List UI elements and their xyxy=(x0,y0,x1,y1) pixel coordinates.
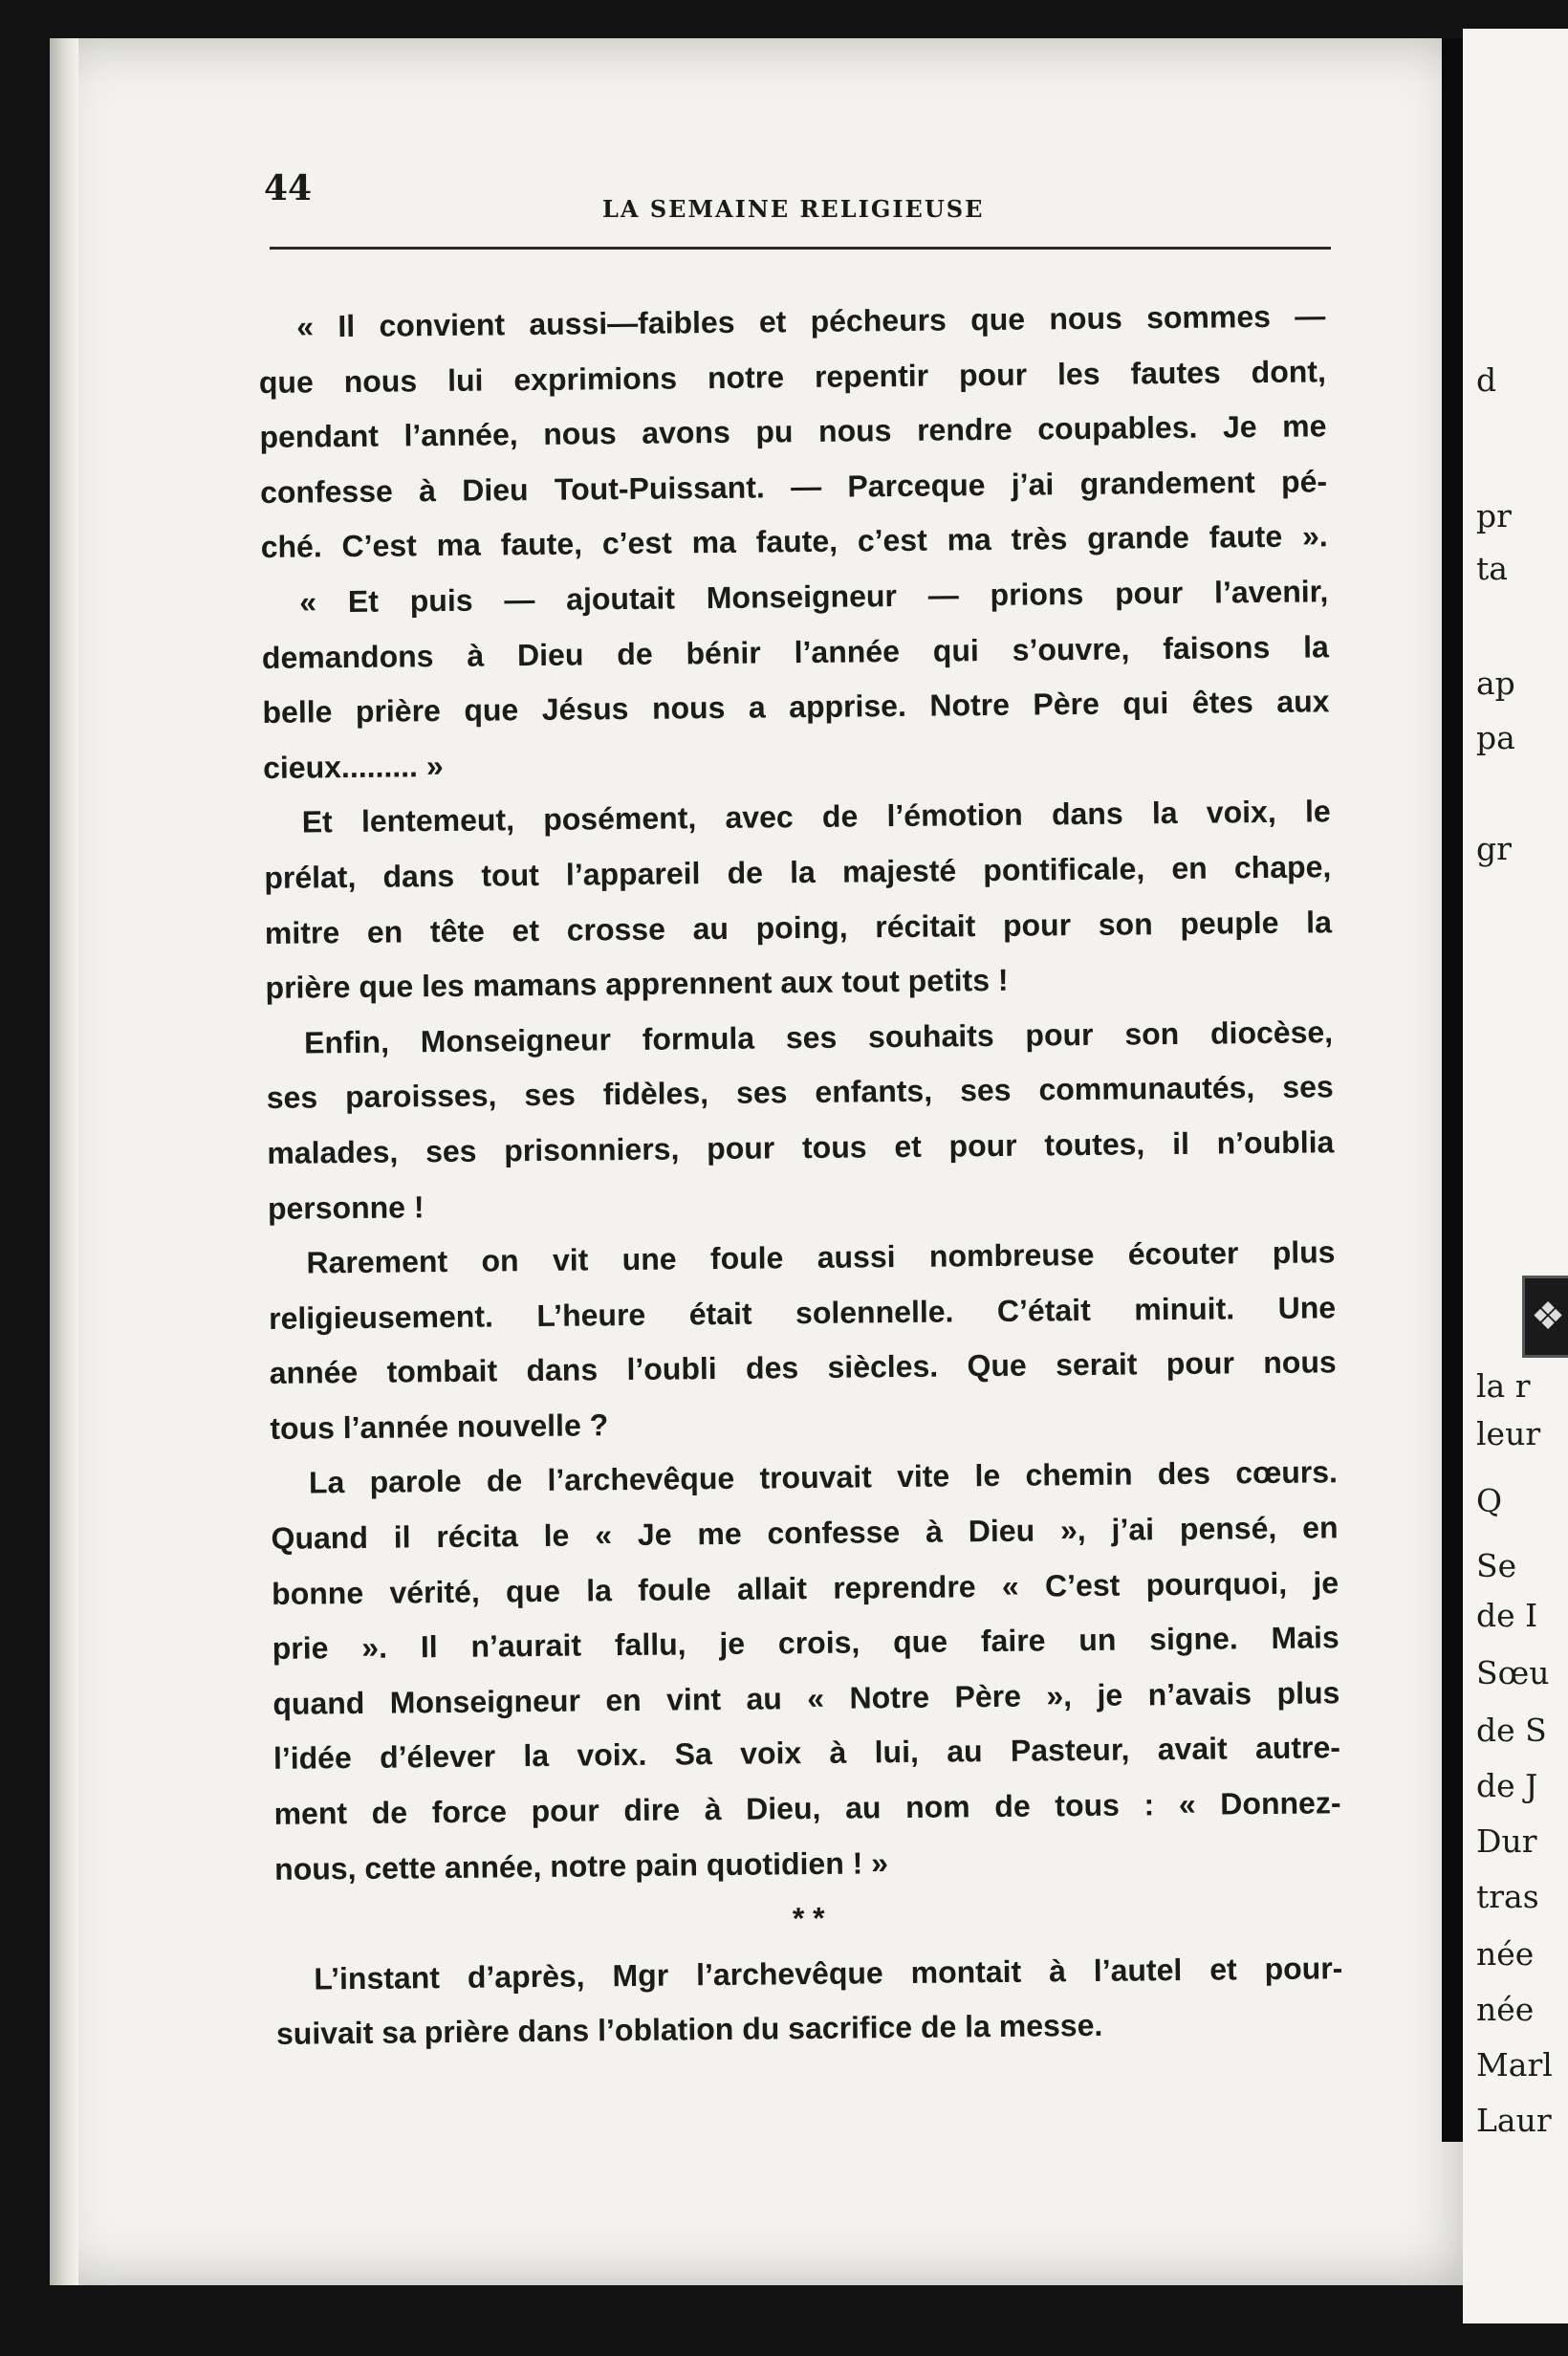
text-line: pendant l’année, nous avons pu nous rendre coupables. Je me xyxy=(259,408,1327,455)
text-line: « Et puis — ajoutait Monseigneur — prions pour l’avenir, xyxy=(299,574,1329,620)
right-fragment: ta xyxy=(1476,550,1508,587)
right-fragment: la r xyxy=(1476,1367,1531,1405)
right-fragment: née xyxy=(1476,1935,1535,1973)
text-line: ché. C’est ma faute, c’est ma faute, c’est ma très grande faute ». xyxy=(260,518,1328,565)
text-line: Quand il récita le « Je me confesse à Dieu », j’ai pensé, en xyxy=(271,1510,1339,1556)
text-line: Enfin, Monseigneur formula ses souhaits pour son diocèse, xyxy=(303,1014,1334,1060)
right-fragment: de I xyxy=(1476,1597,1538,1634)
right-fragment: d xyxy=(1476,361,1497,399)
text-line: personne ! xyxy=(267,1189,425,1226)
text-line: religieusement. L’heure était solennelle. C’était minuit. Une xyxy=(268,1289,1337,1336)
text-line: suivait sa prière dans l’oblation du sacrifice de la messe. xyxy=(275,2008,1103,2052)
right-fragment: de J xyxy=(1476,1767,1538,1804)
right-fragment: Laur xyxy=(1476,2102,1552,2139)
text-line: « Il convient aussi—faibles et pécheurs que nous sommes — xyxy=(296,298,1326,344)
text-line: La parole de l’archevêque trouvait vite le chemin des cœurs. xyxy=(308,1454,1339,1500)
text-line: quand Monseigneur en vint au « Notre Père », je n’avais plus xyxy=(272,1675,1340,1721)
asterism: * * xyxy=(792,1901,825,1936)
text-line: bonne vérité, que la foule allait reprendre « C’est pourquoi, je xyxy=(271,1564,1339,1611)
text-line: malades, ses prisonniers, pour tous et pour toutes, il n’oublia xyxy=(267,1124,1335,1170)
right-fragment: de S xyxy=(1476,1712,1547,1749)
text-line: mitre en tête et crosse au poing, récitait pour son peuple la xyxy=(264,904,1333,950)
right-fragment: leur xyxy=(1476,1415,1541,1452)
right-fragment: Dur xyxy=(1476,1822,1537,1860)
binding-edge xyxy=(50,38,78,2285)
text-line: prélat, dans tout l’appareil de la majesté pontificale, en chape, xyxy=(264,849,1332,895)
right-fragment: Marl xyxy=(1476,2046,1553,2083)
text-line: cieux......... » xyxy=(262,748,444,785)
text-line: que nous lui exprimions notre repentir pour les fautes dont, xyxy=(258,353,1327,400)
text-line: nous, cette année, notre pain quotidien ! » xyxy=(273,1844,889,1887)
text-line: l’idée d’élever la voix. Sa voix à lui, au Pasteur, avait autre- xyxy=(272,1730,1341,1777)
text-line: belle prière que Jésus nous a apprise. Notre Père qui êtes aux xyxy=(262,684,1330,731)
right-fragment: gr xyxy=(1476,830,1512,867)
right-fragment: née xyxy=(1476,1991,1535,2028)
right-fragment: Q xyxy=(1476,1482,1503,1519)
body-text xyxy=(258,289,1343,2062)
text-line: Et lentemeut, posément, avec de l’émotion dans la voix, le xyxy=(301,794,1331,840)
right-fragment: ap xyxy=(1476,665,1515,702)
book-gutter-shadow xyxy=(1442,38,1463,2142)
header-rule xyxy=(270,247,1331,250)
page-number: 44 xyxy=(264,168,313,208)
text-line: tous l’année nouvelle ? xyxy=(270,1407,609,1446)
text-line: ses paroisses, ses fidèles, ses enfants, ses communautés, ses xyxy=(266,1069,1334,1116)
drop-cap-ornament: ❖ xyxy=(1522,1276,1568,1358)
right-fragment: pa xyxy=(1476,719,1515,756)
right-fragment: pr xyxy=(1476,497,1512,534)
text-line: Rarement on vit une foule aussi nombreuse écouter plus xyxy=(306,1234,1336,1280)
text-line: prière que les mamans apprennent aux tout petits ! xyxy=(265,962,1009,1006)
right-page-fragment xyxy=(1463,29,1568,2323)
text-line: L’instant d’après, Mgr l’archevêque montait à l’autel et pour- xyxy=(314,1951,1343,1996)
right-fragment: tras xyxy=(1476,1878,1539,1915)
right-fragment: Sœu xyxy=(1476,1654,1550,1691)
text-line: année tombait dans l’oubli des siècles. Que serait pour nous xyxy=(269,1344,1337,1391)
text-line: ment de force pour dire à Dieu, au nom de tous : « Donnez- xyxy=(273,1785,1341,1831)
right-fragment: Se xyxy=(1476,1547,1517,1584)
text-line: prie ». Il n’aurait fallu, je crois, que faire un signe. Mais xyxy=(272,1620,1339,1667)
text-line: confesse à Dieu Tout-Puissant. — Parceque j’ai grandement pé- xyxy=(259,464,1328,510)
running-head: LA SEMAINE RELIGIEUSE xyxy=(602,195,985,223)
text-line: demandons à Dieu de bénir l’année qui s’ouvre, faisons la xyxy=(261,628,1330,675)
